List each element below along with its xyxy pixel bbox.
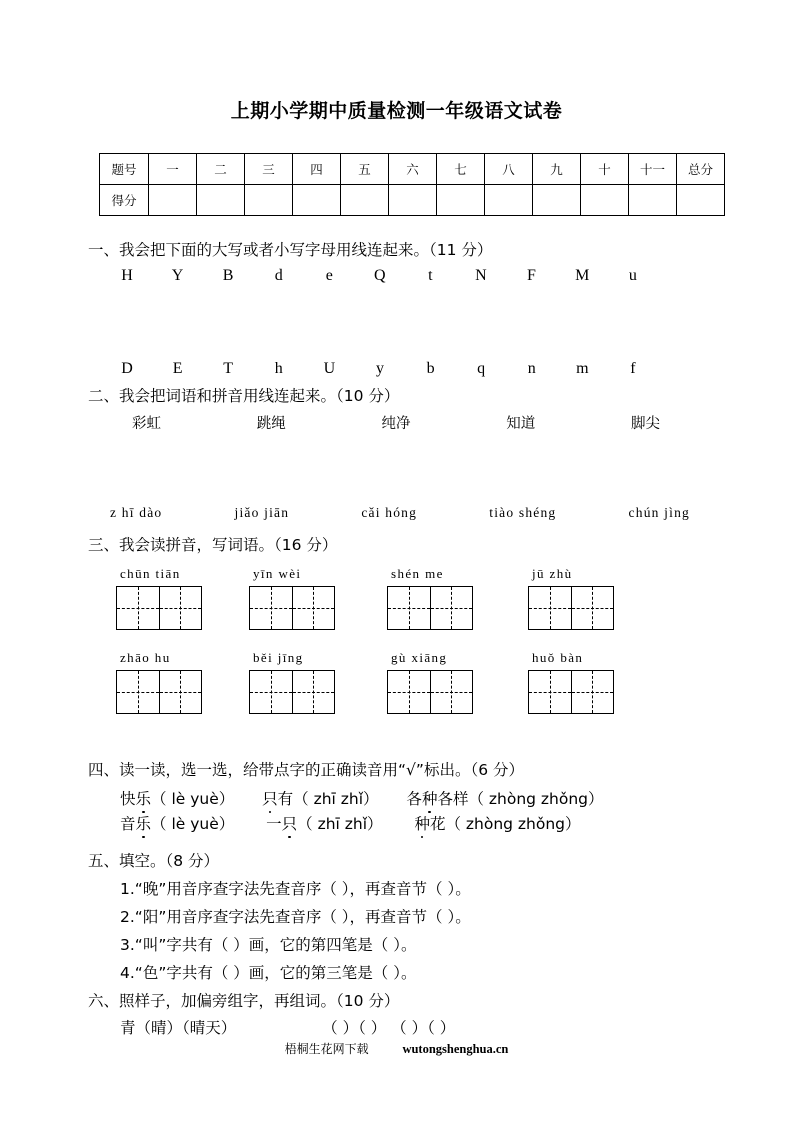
grid-pinyin-label: běi jīng — [253, 650, 304, 665]
tianzige-cell[interactable] — [388, 671, 430, 713]
footer-source-label: 梧桐生花网下载 — [284, 1042, 369, 1056]
score-table-col-4: 四 — [293, 154, 341, 185]
grid-pinyin-label: shén me — [391, 566, 444, 581]
word-item[interactable]: 跳绳 — [256, 416, 286, 432]
score-table-col-9: 九 — [533, 154, 581, 185]
score-table-col-8: 八 — [485, 154, 533, 185]
writing-grid-group-1 — [116, 566, 202, 630]
score-table-col-7: 七 — [437, 154, 485, 185]
letter-item[interactable]: Y — [171, 267, 184, 284]
score-cell-9[interactable] — [533, 185, 581, 216]
tianzige-box[interactable] — [528, 586, 614, 630]
question-5-item-2[interactable]: 2.“阳”用音序查字法先查音序（ ），再查音节（ ）。 — [120, 908, 471, 926]
tianzige-box[interactable] — [387, 586, 473, 630]
choice-options[interactable]: （ zhī zhǐ） — [297, 815, 383, 833]
score-table-col-10: 十 — [581, 154, 629, 185]
tianzige-box[interactable] — [116, 586, 202, 630]
score-table-col-11: 十一 — [629, 154, 677, 185]
table-row-score — [100, 185, 725, 216]
score-cell-10[interactable] — [581, 185, 629, 216]
question-5-item-4[interactable]: 4.“色”字共有（ ）画，它的第三笔是（ ）。 — [120, 964, 417, 982]
question-5-item-3[interactable]: 3.“叫”字共有（ ）画，它的第四笔是（ ）。 — [120, 936, 417, 954]
letter-item[interactable]: E — [172, 360, 183, 377]
letter-item[interactable]: F — [527, 267, 536, 284]
char-prefix: 快 — [120, 790, 136, 808]
question-4-line-1 — [120, 787, 604, 809]
question-1-lowercase-row — [120, 360, 640, 378]
question-2-pinyin-row — [110, 505, 690, 521]
tianzige-cell[interactable] — [571, 587, 613, 629]
writing-grid-group-5 — [116, 650, 202, 714]
dotted-char: 种 — [414, 812, 430, 834]
question-1-uppercase-row — [120, 267, 640, 285]
choice-options[interactable]: （ lè yuè） — [151, 790, 235, 808]
tianzige-cell[interactable] — [159, 587, 201, 629]
letter-item[interactable]: D — [121, 360, 133, 377]
letter-item[interactable]: U — [323, 360, 336, 377]
letter-item[interactable]: M — [575, 267, 590, 284]
tianzige-cell[interactable] — [159, 671, 201, 713]
pronunciation-choice-item[interactable] — [262, 790, 378, 808]
word-item[interactable]: 纯净 — [381, 416, 411, 432]
grid-pinyin-label: yīn wèi — [253, 566, 302, 581]
letter-item[interactable]: u — [628, 267, 637, 284]
tianzige-box[interactable] — [249, 586, 335, 630]
letter-item[interactable]: N — [475, 267, 487, 284]
pronunciation-choice-item[interactable] — [266, 815, 382, 833]
choice-options[interactable]: 花（ zhòng zhǒng） — [429, 815, 581, 833]
question-2-word-row — [132, 412, 660, 433]
letter-item[interactable]: f — [630, 360, 636, 377]
word-item[interactable]: 彩虹 — [132, 416, 161, 432]
tianzige-cell[interactable] — [571, 671, 613, 713]
footer — [0, 1040, 793, 1057]
score-cell-total[interactable] — [677, 185, 725, 216]
writing-grid-group-4 — [528, 566, 614, 630]
question-6-example: 青（晴）（晴天） — [120, 1019, 237, 1037]
letter-item[interactable]: m — [576, 360, 589, 377]
question-4-line-2 — [120, 812, 581, 834]
score-cell-7[interactable] — [437, 185, 485, 216]
question-6-answer-row — [120, 1016, 455, 1038]
grid-pinyin-label: huǒ bàn — [532, 650, 584, 665]
letter-item[interactable]: B — [222, 267, 234, 284]
letter-item[interactable]: y — [375, 360, 384, 377]
question-3-heading: 三、我会读拼音，写词语。（16 分） — [88, 536, 338, 554]
score-table-col-1: 一 — [149, 154, 197, 185]
score-table-row-label-score: 得分 — [100, 185, 149, 216]
question-4-heading: 四、读一读，选一选，给带点字的正确读音用“√”标出。（6 分） — [88, 761, 524, 779]
char-prefix: 一 — [266, 815, 282, 833]
question-6-heading: 六、照样子，加偏旁组字，再组词。（10 分） — [88, 992, 400, 1010]
grid-pinyin-label: chūn tiān — [120, 566, 181, 581]
writing-grid-group-2 — [249, 566, 335, 630]
choice-options[interactable]: （ lè yuè） — [151, 815, 235, 833]
char-prefix: 各 — [406, 790, 422, 808]
dotted-char: 种 — [422, 787, 438, 809]
char-prefix: 音 — [120, 815, 136, 833]
writing-grid-group-7 — [387, 650, 473, 714]
letter-item[interactable]: q — [477, 360, 486, 377]
score-cell-6[interactable] — [389, 185, 437, 216]
grid-pinyin-label: gù xiāng — [391, 650, 448, 665]
score-cell-3[interactable] — [245, 185, 293, 216]
writing-grid-group-8 — [528, 650, 614, 714]
score-cell-5[interactable] — [341, 185, 389, 216]
pinyin-item[interactable]: chún jìng — [628, 505, 690, 520]
letter-item[interactable]: n — [527, 360, 536, 377]
score-table-col-2: 二 — [197, 154, 245, 185]
score-table — [99, 153, 725, 216]
table-row-header — [100, 154, 725, 185]
tianzige-cell[interactable] — [117, 587, 159, 629]
pinyin-item[interactable]: z hī dào — [110, 505, 163, 520]
pinyin-item[interactable]: jiǎo jiān — [234, 505, 290, 520]
pinyin-item[interactable]: tiào shéng — [489, 505, 557, 520]
writing-grid-group-6 — [249, 650, 335, 714]
score-cell-2[interactable] — [197, 185, 245, 216]
tianzige-cell[interactable] — [292, 587, 334, 629]
tianzige-box[interactable] — [387, 670, 473, 714]
letter-item[interactable]: d — [274, 267, 283, 284]
page-title: 上期小学期中质量检测一年级语文试卷 — [230, 100, 563, 122]
letter-item[interactable]: Q — [374, 267, 386, 284]
tianzige-box[interactable] — [116, 670, 202, 714]
tianzige-cell[interactable] — [430, 587, 472, 629]
letter-item[interactable]: h — [274, 360, 283, 377]
pronunciation-choice-item[interactable] — [120, 790, 234, 808]
dotted-char: 只 — [282, 812, 298, 834]
score-cell-4[interactable] — [293, 185, 341, 216]
tianzige-cell[interactable] — [430, 671, 472, 713]
letter-item[interactable]: b — [426, 360, 435, 377]
pinyin-item[interactable]: cǎi hóng — [361, 505, 418, 520]
letter-item[interactable]: H — [121, 267, 133, 284]
footer-site-url: wutongshenghua.cn — [402, 1042, 509, 1056]
tianzige-cell[interactable] — [529, 671, 571, 713]
score-table-col-total: 总分 — [677, 154, 725, 185]
pronunciation-choice-item[interactable] — [120, 815, 234, 833]
tianzige-cell[interactable] — [529, 587, 571, 629]
tianzige-cell[interactable] — [250, 587, 292, 629]
choice-options[interactable]: 各样（ zhòng zhǒng） — [437, 790, 604, 808]
score-table-col-3: 三 — [245, 154, 293, 185]
question-6-blanks[interactable]: （ ）（ ） （ ）（ ） — [322, 1019, 456, 1037]
tianzige-cell[interactable] — [117, 671, 159, 713]
question-2-heading: 二、我会把词语和拼音用线连起来。（10 分） — [88, 387, 400, 405]
pronunciation-choice-item[interactable] — [414, 815, 580, 833]
score-table-col-6: 六 — [389, 154, 437, 185]
dotted-char: 乐 — [136, 812, 152, 834]
tianzige-cell[interactable] — [292, 671, 334, 713]
tianzige-box[interactable] — [249, 670, 335, 714]
tianzige-box[interactable] — [528, 670, 614, 714]
score-table-col-5: 五 — [341, 154, 389, 185]
dotted-char: 只 — [262, 787, 278, 809]
grid-pinyin-label: jū zhù — [532, 566, 573, 581]
tianzige-cell[interactable] — [388, 587, 430, 629]
question-1-heading: 一、我会把下面的大写或者小写字母用线连起来。（11 分） — [88, 241, 493, 259]
word-item[interactable]: 脚尖 — [631, 416, 660, 432]
question-5-heading: 五、填空。（8 分） — [88, 852, 220, 870]
tianzige-cell[interactable] — [250, 671, 292, 713]
word-item[interactable]: 知道 — [506, 416, 536, 432]
score-cell-11[interactable] — [629, 185, 677, 216]
letter-item[interactable]: t — [428, 267, 433, 284]
choice-options[interactable]: 有（ zhī zhǐ） — [277, 790, 379, 808]
question-5-item-1[interactable]: 1.“晚”用音序查字法先查音序（ ），再查音节（ ）。 — [120, 880, 471, 898]
writing-grid-group-3 — [387, 566, 473, 630]
score-cell-1[interactable] — [149, 185, 197, 216]
dotted-char: 乐 — [136, 787, 152, 809]
pronunciation-choice-item[interactable] — [406, 790, 603, 808]
letter-item[interactable]: T — [223, 360, 234, 377]
score-table-row-label-header: 题号 — [100, 154, 149, 185]
score-cell-8[interactable] — [485, 185, 533, 216]
letter-item[interactable]: e — [325, 267, 333, 284]
grid-pinyin-label: zhāo hu — [120, 650, 171, 665]
